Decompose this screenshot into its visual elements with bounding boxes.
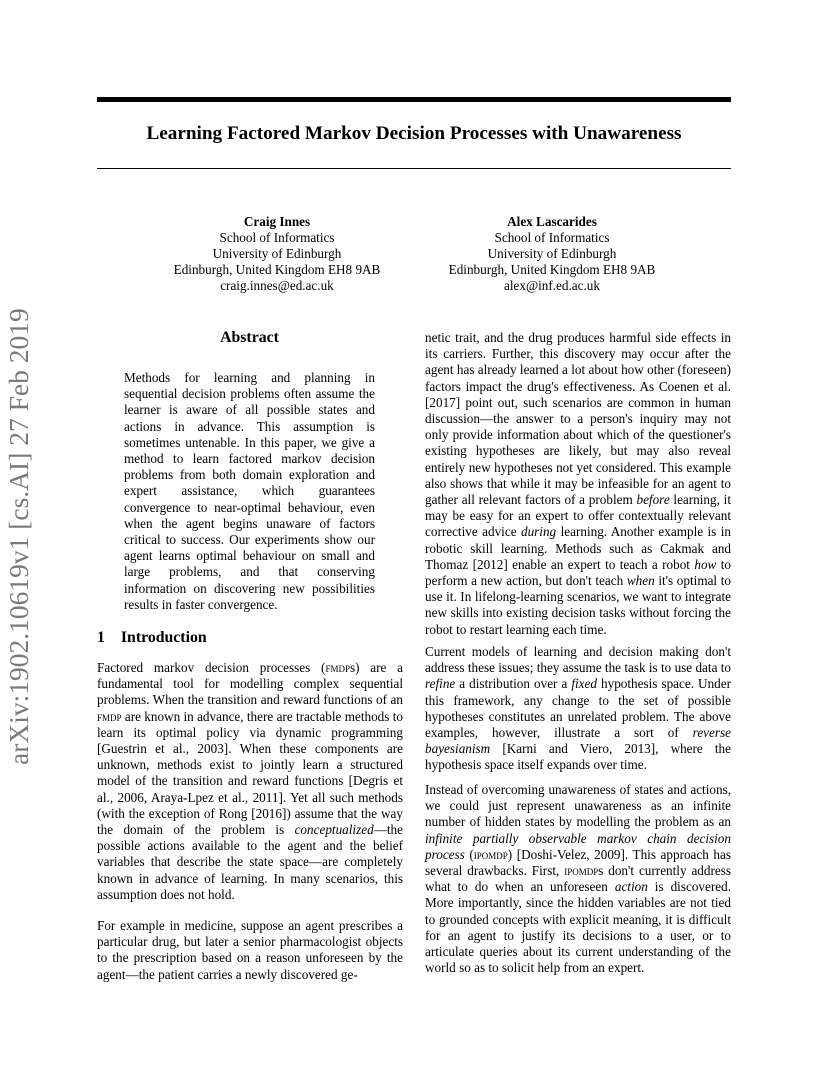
author-block	[402, 214, 702, 294]
arxiv-sidebar-stamp: arXiv:1902.10619v1 [cs.AI] 27 Feb 2019	[3, 308, 34, 765]
paper-title: Learning Factored Markov Decision Processes with Unawareness	[146, 123, 682, 144]
author-name: Alex Lascarides	[507, 214, 597, 229]
author-affiliation: School of Informatics	[219, 230, 335, 245]
body-paragraph: Current models of learning and decision making don't address these issues; they assume the task is to use data to refine a distribution over a fixed hypothesis space. Under this framework, any change to the set of possible hypotheses constitutes an unrelated problem. The above examples, however, illustrate a sort of reverse bayesianism [Karni and Viero, 2013], where the hypothesis space itself expands over time.	[425, 644, 732, 773]
abstract-text: Methods for learning and planning in sequential decision problems often assume the learner is aware of all possible states and actions in advance. This assumption is sometimes untenable. In this paper, we give a method to learn factored markov decision problems from both domain exploration and expert assistance, which guarantees convergence to near-optimal behaviour, even when the agent begins unaware of factors critical to success. Our experiments show our agent learns optimal behaviour on small and large problems, and that conserving information on discovering new possibilities results in faster convergence.	[124, 370, 375, 612]
title-bottom-rule	[97, 168, 731, 169]
top-rule	[97, 97, 731, 102]
body-paragraph: netic trait, and the drug produces harmful side effects in its carriers. Further, this discovery may occur after the agent has already learned a lot about how other (foreseen) factors impact the drug's effectiveness. As Coenen et al. [2017] point out, such scenarios are common in human discussion—the answer to a person's inquiry may not only provide information about which of the questioner's existing hypotheses are likely, but may also reveal entirely new hypotheses not yet considered. This example also shows that while it may be infeasible for an agent to gather all relevant factors of a problem before learning, it may be easy for an expert to offer contextually relevant corrective advice during learning. Another example is in robotic skill learning. Methods such as Cakmak and Thomaz [2012] enable an expert to teach a robot how to perform a new action, but don't teach when it's optimal to use it. In lifelong-learning scenarios, we want to integrate new skills into existing decision tasks without forcing the robot to restart learning each time.	[425, 330, 731, 637]
intro-paragraph: Factored markov decision processes (fmdps) are a fundamental tool for modelling complex sequential problems. When the transition and reward functions of an fmdp are known in advance, there are tractable methods to learn its optimal policy via dynamic programming [Guestrin et al., 2003]. When these components are unknown, methods exist to jointly learn a structured model of the transition and reward functions [Degris et al., 2006, Araya-Lpez et al., 2011]. Yet all such methods (with the exception of Rong [2016]) assume that the way the domain of the problem is conceptualized—the possible actions available to the agent and the belief variables that describe the state space—are completely known in advance of learning. In many scenarios, this assumption does not hold.	[97, 660, 403, 902]
abstract-heading: Abstract	[220, 329, 279, 346]
author-block	[127, 214, 427, 294]
section-title: Introduction	[120, 629, 207, 646]
medicine-example-paragraph: For example in medicine, suppose an agent prescribes a particular drug, but later a senior pharmacologist objects to the prescription based on a reason unforeseen by the agent—the patient carries a newly discovered ge-	[97, 918, 403, 982]
author-email: craig.innes@ed.ac.uk	[220, 278, 334, 293]
author-address: Edinburgh, United Kingdom EH8 9AB	[173, 262, 381, 277]
section-number: 1	[97, 629, 105, 646]
author-institution: University of Edinburgh	[487, 246, 617, 261]
author-email: alex@inf.ed.ac.uk	[504, 278, 600, 293]
author-name: Craig Innes	[243, 214, 311, 229]
author-address: Edinburgh, United Kingdom EH8 9AB	[448, 262, 656, 277]
body-paragraph: Instead of overcoming unawareness of states and actions, we could just represent unawareness as an infinite number of hidden states by modelling the problem as an infinite partially observable markov chain decision process (ipomdp) [Doshi-Velez, 2009]. This approach has several drawbacks. First, ipomdps don't currently address what to do when an unforeseen action is discovered. More importantly, since the hidden variables are not tied to grounded concepts with explicit meaning, it is difficult for an agent to justify its decisions to a user, or to articulate queries about its current understanding of the world so as to solicit help from an expert.	[425, 782, 731, 976]
author-affiliation: School of Informatics	[494, 230, 610, 245]
section-heading	[97, 628, 207, 648]
author-institution: University of Edinburgh	[212, 246, 342, 261]
